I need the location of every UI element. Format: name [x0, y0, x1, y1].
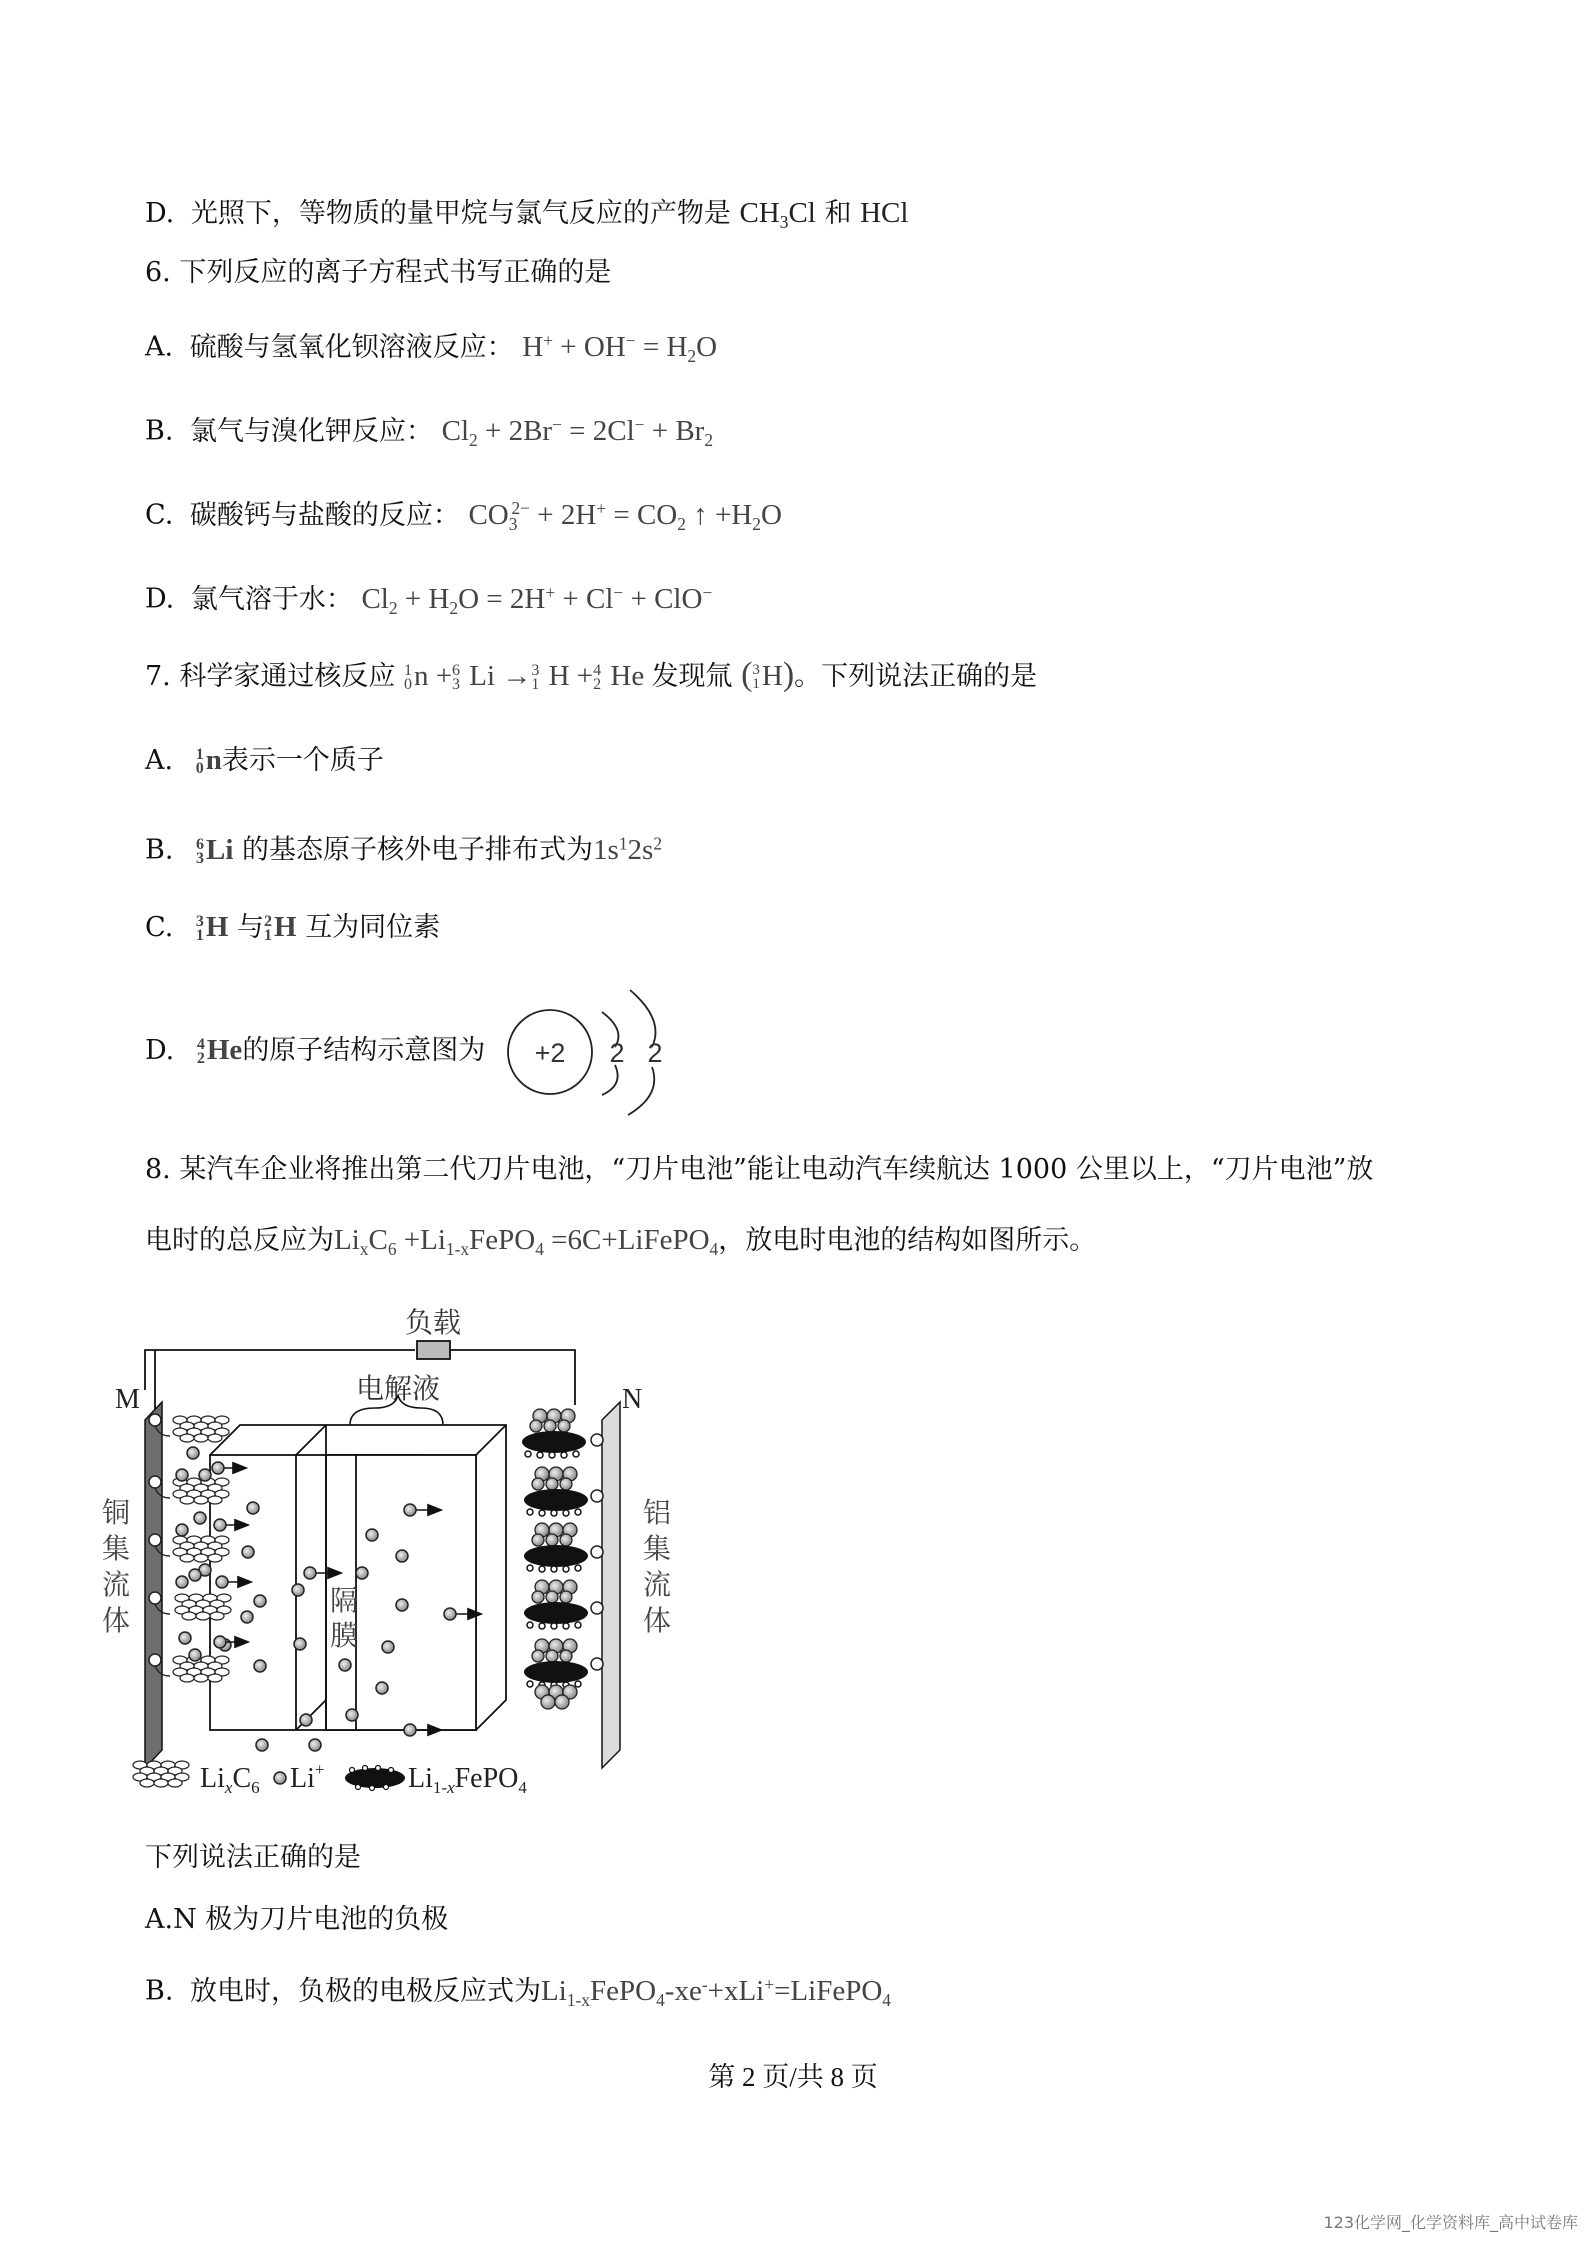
stem-text: 发现氚 [651, 661, 733, 692]
helium-symbol: 4 2 He [196, 1034, 243, 1068]
copper-collector-char-1: 铜 [102, 1496, 131, 1529]
q6-option-a [145, 322, 717, 374]
equation: $Cl_2 + 2Br^- = 2Cl^- + Br_2$ [441, 414, 714, 450]
q6-option-d [145, 574, 712, 626]
option-label: B. [145, 1975, 174, 2007]
legend-li-ion: Li+ [290, 1760, 325, 1794]
option-text: 放电时，负极的电极反应式为 [190, 1975, 542, 2007]
load-resistor [417, 1341, 450, 1359]
option-label: B. [145, 415, 174, 447]
q8-sub-stem: 下列说法正确的是 [145, 1842, 361, 1873]
option-label: A. [145, 745, 174, 776]
q7-option-a [145, 742, 384, 779]
aluminum-collector-plate [602, 1402, 620, 1768]
option-label: A. [145, 331, 174, 363]
equation: $Li_{1-x}FePO_4-xe^-+xLi^+=LiFePO_4$ [541, 1974, 891, 2010]
option-text: 硫酸与氢氧化钡溶液反应： [189, 331, 514, 363]
svg-text:集: 集 [643, 1532, 672, 1565]
q8-option-b [145, 1966, 891, 2018]
lithium-symbol: 6 3 Li [196, 833, 234, 867]
option-label: C. [145, 499, 174, 531]
svg-text:体: 体 [643, 1604, 672, 1637]
equation: $H^+ + OH^- = H_2O$ [522, 330, 718, 366]
legend-li1-xfepo4: $Li_{1-}xFePO_4$ [408, 1763, 527, 1797]
q7-option-d [145, 1032, 485, 1069]
electrolyte-label: 电解液 [355, 1372, 441, 1405]
shell-2-count: 2 [647, 1038, 663, 1068]
total-reaction: $Li_xC_6$ $+Li_{1-x}FePO_4$ =6C+LiFePO$_4$ [334, 1224, 719, 1260]
q6-stem: 6. 下列反应的离子方程式书写正确的是 [145, 257, 612, 288]
option-text: 互为同位素 [305, 912, 441, 943]
copper-collector-plate [145, 1402, 162, 1768]
option-text: 的原子结构示意图为 [242, 1035, 486, 1066]
q6-option-b [145, 406, 713, 458]
q8-option-a [145, 1902, 448, 1938]
q5-option-d [145, 195, 908, 240]
page-number: 第 2 页/共 8 页 [708, 2062, 878, 2092]
tritium-symbol: ( 3 1 H) [741, 656, 795, 693]
svg-text:流: 流 [643, 1568, 672, 1601]
tritium-symbol: 3 1 H [195, 911, 229, 945]
option-text: 氯气与溴化钾反应： [190, 415, 434, 447]
option-join: 和 [824, 198, 852, 229]
deuterium-symbol: 2 1 H [264, 911, 297, 945]
q8-stem-line1: 8. 某汽车企业将推出第二代刀片电池，“刀片电池”能让电动汽车续航达 1000 公里以上，“刀片电池”放 [145, 1154, 1374, 1185]
equation: $CO_3^{2-} + 2H^+ = CO_2$ ↑ $+H_2O$ [468, 498, 782, 534]
stem-text: 7. 科学家通过核反应 [145, 661, 396, 692]
aluminum-collector-char-1: 铝 [643, 1496, 672, 1529]
option-label: C. [145, 912, 174, 943]
option-label: A. [145, 1904, 174, 1935]
option-text: N 极为刀片电池的负极 [173, 1904, 449, 1935]
nuclear-reaction: 1 0 n + 6 3 Li → 3 1 H + 4 2 He [403, 660, 652, 694]
svg-text:膜: 膜 [330, 1619, 359, 1652]
svg-text:流: 流 [102, 1568, 131, 1601]
option-text: 光照下，等物质的量甲烷与氯气反应的产物是 [190, 198, 731, 229]
q8-stem-line2 [145, 1222, 1096, 1267]
stem-text: ，放电时电池的结构如图所示。 [718, 1225, 1097, 1256]
option-text: 表示一个质子 [221, 745, 384, 776]
neutron-symbol: 1 0 n [195, 744, 222, 778]
option-label: D. [145, 1035, 175, 1066]
shell-1-count: 2 [609, 1038, 625, 1068]
stem-text: 电时的总反应为 [145, 1225, 334, 1256]
load-label: 负载 [404, 1306, 462, 1339]
blade-battery-diagram [102, 1290, 710, 1810]
q7-option-c [145, 909, 440, 946]
formula: HCl [860, 197, 909, 229]
diagram-legend [133, 1760, 527, 1797]
watermark: 123化学网_化学资料库_高中试卷库 [1323, 2213, 1578, 2232]
stem-text: 。下列说法正确的是 [794, 661, 1038, 692]
helium-atom-structure-diagram [500, 985, 680, 1120]
separator-label-char-1: 隔 [330, 1584, 359, 1617]
option-text: 的基态原子核外电子排布式为 [242, 834, 594, 866]
option-label: D. [145, 583, 175, 615]
legend-lixc6: $Li_xC_6$ [200, 1763, 260, 1797]
electrode-n-label: N [622, 1384, 643, 1415]
equation: $Cl_2 + H_2O = 2H^+ + Cl^- + ClO^-$ [361, 582, 713, 618]
q7-option-b [145, 825, 662, 869]
q7-stem [145, 657, 1037, 695]
formula: $CH_3Cl$ [739, 197, 816, 233]
option-text: 碳酸钙与盐酸的反应： [189, 499, 460, 531]
nucleus-charge: +2 [534, 1038, 566, 1068]
electrode-m-label: M [115, 1384, 140, 1415]
q6-option-c [145, 490, 782, 542]
option-join: 与 [237, 912, 265, 943]
electron-config: $1s^12s^2$ [593, 833, 663, 866]
option-text: 氯气溶于水： [190, 583, 353, 615]
option-label: D. [145, 198, 175, 229]
option-label: B. [145, 834, 174, 866]
svg-text:体: 体 [102, 1604, 131, 1637]
svg-text:集: 集 [102, 1532, 131, 1565]
